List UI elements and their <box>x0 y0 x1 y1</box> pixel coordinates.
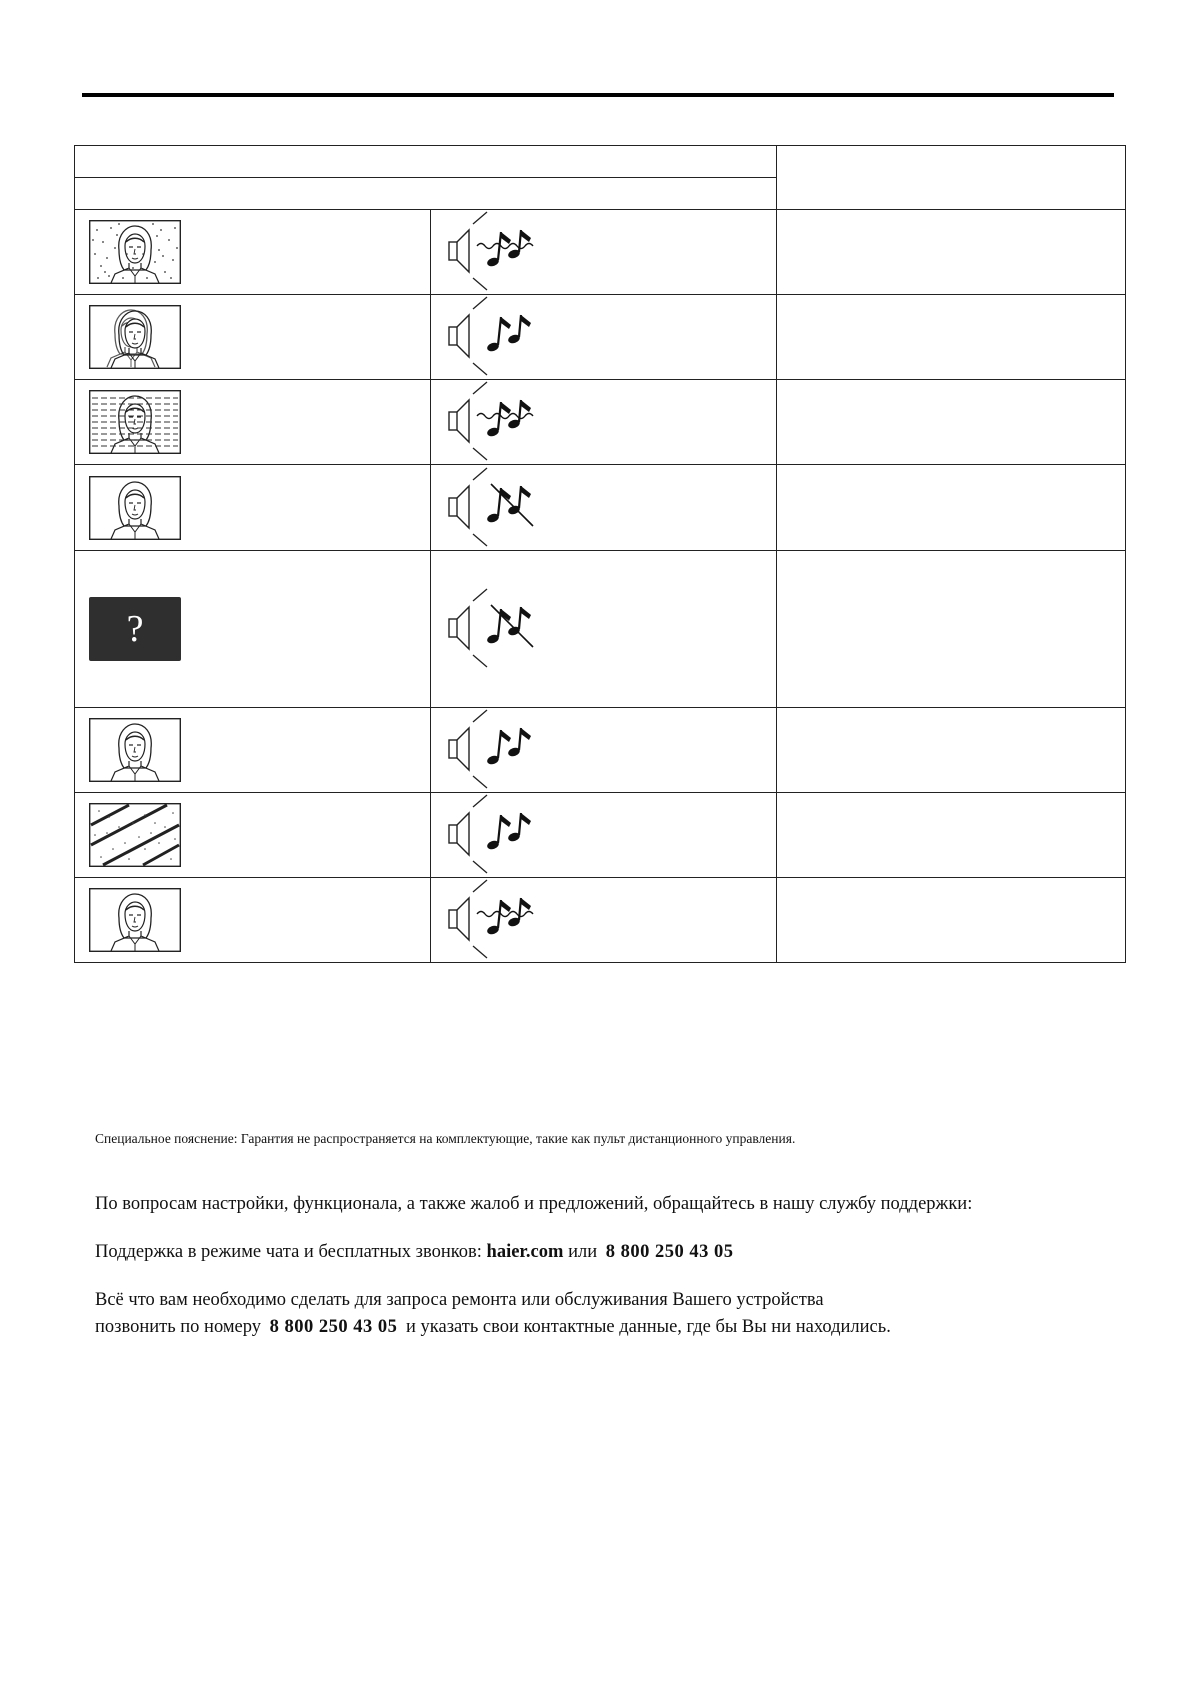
remedy-cell <box>777 551 1126 708</box>
support-or-text: или <box>563 1242 602 1262</box>
support-line-4 <box>95 1317 891 1338</box>
repair-phone-number[interactable]: 8 800 250 43 05 <box>269 1317 398 1337</box>
normal-sound-icon <box>443 708 555 792</box>
sound-cell <box>431 465 777 551</box>
question-mark: ? <box>126 608 144 650</box>
normal-picture-icon <box>89 718 181 782</box>
normal-picture-icon <box>89 888 181 952</box>
sound-cell <box>431 210 777 295</box>
picture-cell <box>75 295 431 380</box>
sound-cell <box>431 708 777 793</box>
noisy-sound-icon <box>443 380 555 464</box>
table-row <box>75 380 1126 465</box>
troubleshooting-table <box>74 145 1126 963</box>
picture-cell <box>75 878 431 963</box>
support-site-link[interactable]: haier.com <box>486 1242 564 1262</box>
no-sound-icon <box>443 466 555 550</box>
support-line-3: Всё что вам необходимо сделать для запроса ремонта или обслуживания Вашего устройства <box>95 1290 824 1310</box>
sound-cell <box>431 878 777 963</box>
picture-cell <box>75 708 431 793</box>
no-sound-icon <box>443 587 555 671</box>
remedy-cell <box>777 878 1126 963</box>
picture-cell <box>75 465 431 551</box>
picture-cell <box>75 793 431 878</box>
normal-sound-icon <box>443 793 555 877</box>
table-row <box>75 878 1126 963</box>
picture-cell <box>75 210 431 295</box>
support-line-4-prefix: позвонить по номеру <box>95 1317 266 1337</box>
header-cell-remedy <box>777 146 1126 210</box>
support-line-1: По вопросам настройки, функционала, а также жалоб и предложений, обращайтесь в нашу службу поддержки: <box>95 1194 973 1214</box>
no-picture-icon <box>89 597 181 661</box>
ghost-picture-icon <box>89 305 181 369</box>
table-row <box>75 708 1126 793</box>
remedy-cell <box>777 708 1126 793</box>
support-line-2-text: Поддержка в режиме чата и бесплатных звонков: <box>95 1242 487 1262</box>
snowy-picture-icon <box>89 220 181 284</box>
support-phone-number[interactable]: 8 800 250 43 05 <box>605 1242 734 1262</box>
picture-cell <box>75 551 431 708</box>
table-row <box>75 465 1126 551</box>
noisy-sound-icon <box>443 210 555 294</box>
diagonal-stripes-picture-icon <box>89 803 181 867</box>
sound-cell <box>431 295 777 380</box>
noisy-sound-icon <box>443 878 555 962</box>
interference-lines-picture-icon <box>89 390 181 454</box>
sound-cell <box>431 551 777 708</box>
normal-picture-icon <box>89 476 181 540</box>
support-line-2 <box>95 1242 733 1263</box>
picture-cell <box>75 380 431 465</box>
table-row <box>75 551 1126 708</box>
table-header-row-1 <box>75 146 1126 178</box>
table-row <box>75 295 1126 380</box>
table-row <box>75 210 1126 295</box>
special-note: Специальное пояснение: Гарантия не распространяется на комплектующие, такие как пульт дистанционного управления. <box>95 1131 796 1146</box>
remedy-cell <box>777 380 1126 465</box>
support-line-4-suffix: и указать свои контактные данные, где бы Вы ни находились. <box>401 1317 891 1337</box>
table-row <box>75 793 1126 878</box>
remedy-cell <box>777 210 1126 295</box>
top-rule <box>82 93 1114 97</box>
sound-cell <box>431 380 777 465</box>
remedy-cell <box>777 793 1126 878</box>
sound-cell <box>431 793 777 878</box>
header-cell-picture-sound <box>75 178 777 210</box>
normal-sound-icon <box>443 295 555 379</box>
remedy-cell <box>777 465 1126 551</box>
header-cell-symptoms <box>75 146 777 178</box>
remedy-cell <box>777 295 1126 380</box>
